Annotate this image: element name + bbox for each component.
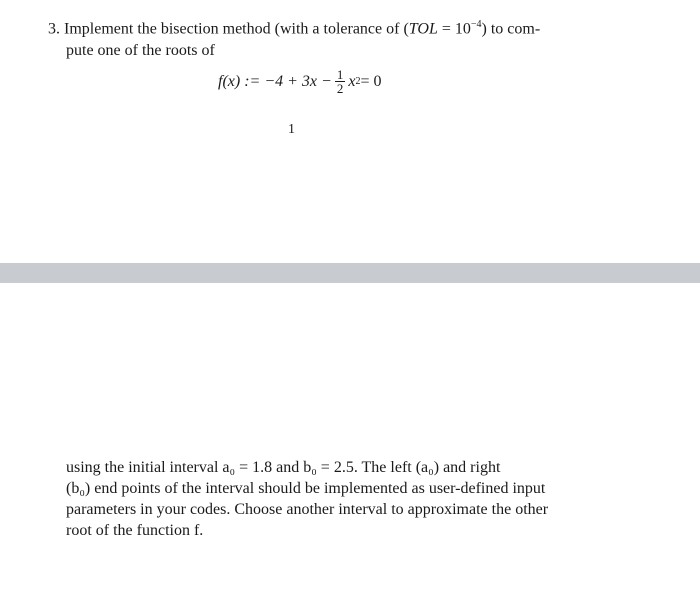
page-divider: [0, 263, 700, 283]
fraction-denominator: 2: [336, 81, 344, 96]
equation-variable: x: [348, 72, 356, 90]
function-equation: [218, 68, 381, 95]
tolerance-symbol: TOL: [408, 20, 438, 38]
continuation-line: using the initial interval a₀ = 1.8 and b₀ = 2.5. The left (a₀) and right: [66, 459, 501, 476]
page-number: 1: [288, 122, 295, 137]
continuation-text: [66, 457, 566, 541]
continuation-line: parameters in your codes. Choose another interval to approximate the other: [66, 501, 549, 518]
problem-statement: [48, 14, 568, 62]
continuation-line: (b₀) end points of the interval should be implemented as user-defined input: [66, 480, 546, 497]
problem-line-2: pute one of the roots of: [66, 42, 215, 60]
continuation-line: root of the function f.: [66, 522, 204, 539]
fraction-numerator: 1: [336, 67, 344, 82]
tolerance-equals: = 10: [437, 20, 471, 38]
problem-intro-text: Implement the bisection method (with a tolerance of: [64, 20, 400, 38]
problem-line-1: 3. Implement the bisection method (with a tolerance of $(TOL = 10^{-4})$ to com-: [48, 19, 541, 38]
equation-lhs: f(x) := −4 + 3x −: [218, 72, 332, 90]
equation-rhs: = 0: [360, 72, 382, 90]
problem-number: 3.: [48, 20, 60, 38]
tolerance-exponent: −4: [470, 19, 482, 30]
equation-fraction: [335, 68, 346, 95]
problem-line1-tail: ) to com-: [481, 20, 541, 38]
equation-exponent: 2: [355, 76, 361, 87]
